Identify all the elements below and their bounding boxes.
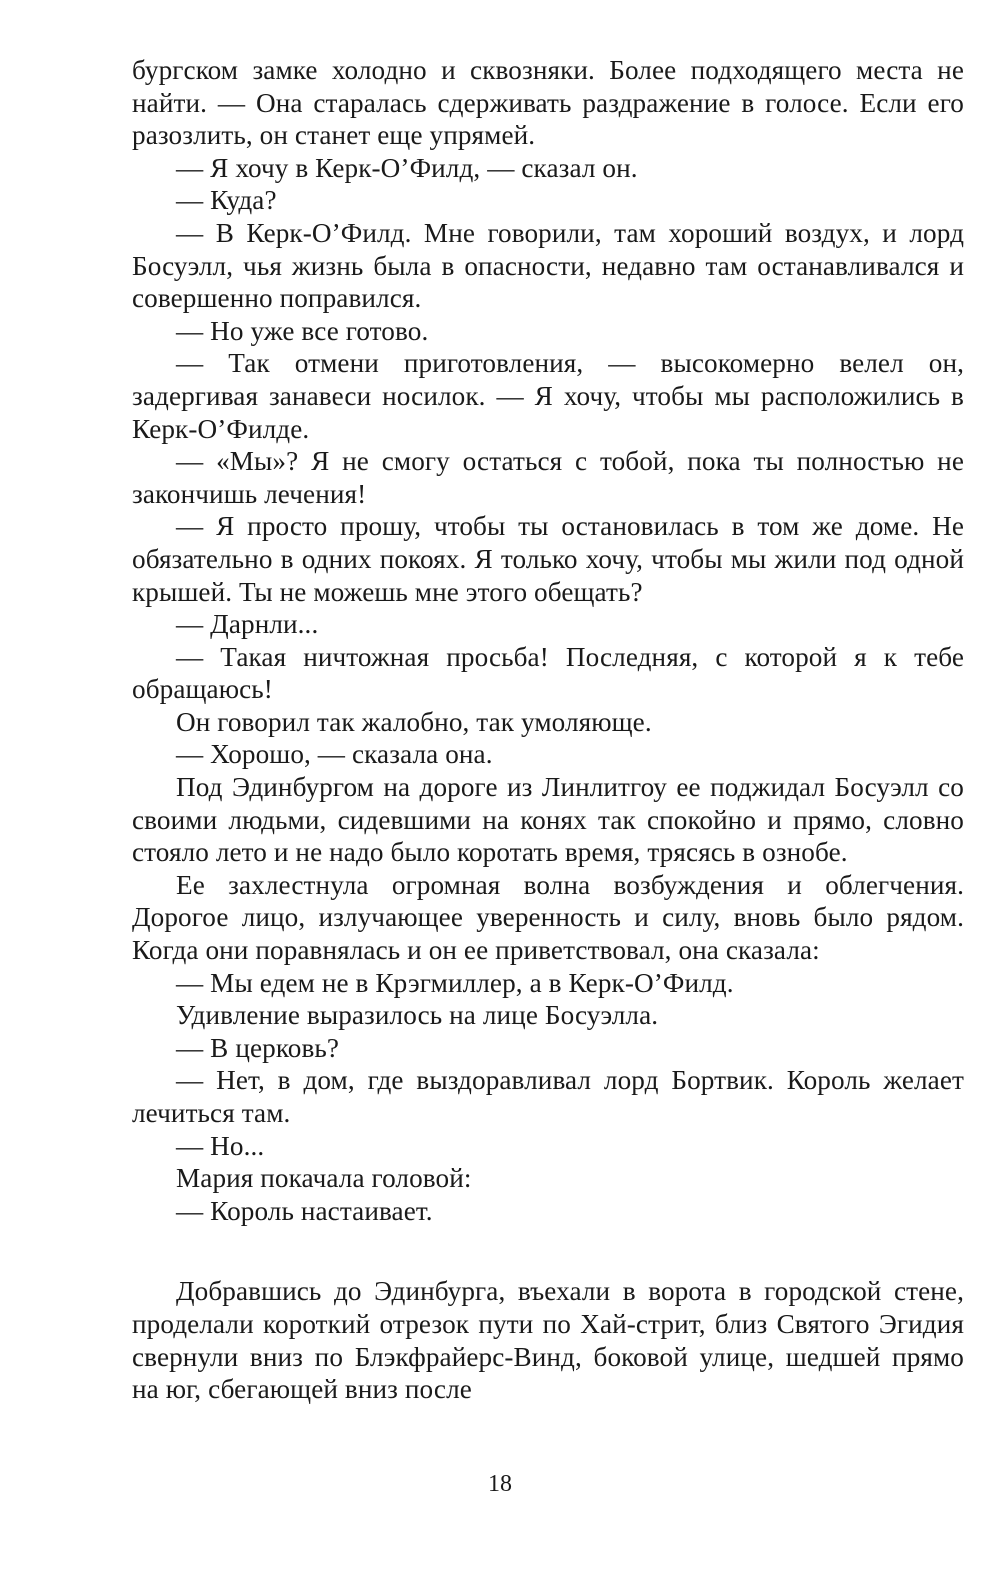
paragraph: Ее захлестнула огромная волна возбуждения и облегчения. Дорогое лицо, излучающее уверенность и силу, вновь было рядом. Когда они поравнялась и он ее приветствовал, она сказала: <box>132 869 964 966</box>
paragraph: — Нет, в дом, где выздоравливал лорд Бортвик. Король желает лечиться там. <box>132 1065 964 1128</box>
section-break <box>132 1227 964 1275</box>
paragraph: Удивление выразилось на лице Босуэлла. <box>176 1000 659 1031</box>
paragraph: — Дарнли... <box>176 609 319 640</box>
paragraph: — Такая ничтожная просьба! Последняя, с которой я к тебе обращаюсь! <box>132 641 964 705</box>
paragraph: — Куда? <box>176 185 277 216</box>
paragraph: — В Керк-О’Филд. Мне говорили, там хороший воздух, и лорд Босуэлл, чья жизнь была в опасности, недавно там останавливался и совершенно поправился. <box>132 217 964 314</box>
page-number: 18 <box>488 1471 512 1497</box>
paragraph-continuation: бургском замке холодно и сквозняки. Более подходящего места не найти. — Она старалась сдерживать раздражение в голосе. Если его разозлить, он станет еще упрямей. <box>132 55 964 151</box>
paragraph: — Хорошо, — сказала она. <box>176 739 493 770</box>
paragraph: — Король настаивает. <box>176 1195 433 1226</box>
paragraph: Под Эдинбургом на дороге из Линлитгоу ее поджидал Босуэлл со своими людьми, сидевшими на конях так спокойно и прямо, словно стояло лето и не надо было коротать время, трясясь в ознобе. <box>132 772 964 868</box>
paragraph: Добравшись до Эдинбурга, въехали в ворота в городской стене, проделали короткий отрезок пути по Хай-стрит, близ Святого Эгидия свернули вниз по Блэкфрайерс-Винд, боковой улице, шедшей прямо на юг, сбегающей вниз после <box>132 1276 964 1405</box>
paragraph: Мария покачала головой: <box>176 1163 472 1194</box>
paragraph: — Но уже все готово. <box>176 315 429 346</box>
paragraph: — Мы едем не в Крэгмиллер, а в Керк-О’Филд. <box>176 967 734 998</box>
paragraph: — Я хочу в Керк-О’Филд, — сказал он. <box>176 152 638 183</box>
paragraph: — Но... <box>176 1130 265 1161</box>
body-text <box>132 54 964 1406</box>
paragraph: — Я просто прошу, чтобы ты остановилась в том же доме. Не обязательно в одних покоях. Я только хочу, чтобы мы жили под одной крышей. Ты не можешь мне этого обещать? <box>132 511 964 607</box>
paragraph: — Так отмени приготовления, — высокомерно велел он, задергивая занавеси носилок. — Я хочу, чтобы мы расположились в Керк-О’Филде. <box>132 348 964 444</box>
paragraph: — В церковь? <box>176 1032 340 1063</box>
paragraph: — «Мы»? Я не смогу остаться с тобой, пока ты полностью не закончишь лечения! <box>132 446 964 509</box>
paragraph: Он говорил так жалобно, так умоляюще. <box>176 706 652 737</box>
